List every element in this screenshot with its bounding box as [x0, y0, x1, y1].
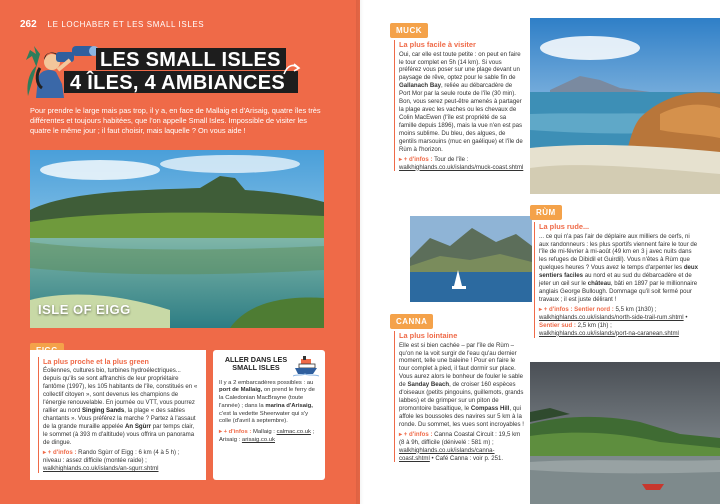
- rum-tag: RÙM: [530, 205, 562, 220]
- aller-infos: [219, 429, 319, 445]
- photo-caption: ISLE OF EIGG: [38, 302, 131, 317]
- eigg-infos-label: ▸ + d'infos :: [43, 449, 77, 457]
- page-title-line2: 4 ÎLES, 4 AMBIANCES: [70, 72, 285, 94]
- eigg-subtitle: La plus proche et la plus green: [43, 357, 149, 366]
- rum-sentier-sud: Sentier sud :: [539, 321, 576, 329]
- aller-card: [213, 350, 325, 480]
- eigg-infos-link[interactable]: walkhighlands.co.uk/islands/an-sgurr.shtml: [43, 465, 159, 473]
- rum-deux-sentiers: deux sentiers faciles: [539, 264, 699, 280]
- muck-infos-link[interactable]: walkhighlands.co.uk/islands/muck-coast.shtml: [399, 163, 524, 171]
- eigg-card: [30, 350, 206, 480]
- canna-infos-link[interactable]: walkhighlands.co.uk/islands/canna-coast.shtml: [399, 446, 495, 462]
- eigg-body-1: Éoliennes, cultures bio, turbines hydroélectriques... depuis qu'ils se sont affranchis de leur propriétaire fantôme (1997), les 105 habitants de l'île, constitués en « collectif citoyen », sont devenus les champions de l'énergie renouvelable. En journée ou VTT, vous pourrez rallier au nord: [43, 367, 198, 415]
- eigg-text: [38, 357, 198, 473]
- muck-beach-photo: [530, 18, 720, 194]
- muck-infos-label-text: + d'infos :: [403, 155, 433, 163]
- rum-chateau: château: [587, 280, 611, 288]
- canna-body-1: Elle est si bien cachée – par l'île de Rùm – qu'on ne la voit surgir de l'eau qu'au dernier moment, telle une baleine ! Pour en faire le tour complet à pied, il faut dormir sur place. Vous aurez alors le bonheur de fouler le sable de: [399, 341, 523, 389]
- rum-infos: ▸ + d'infos : Sentier nord : 5,5 km (1h30) ; walkhighlands.co.uk/islands/north-side-trail-rum.shtml • Sentier sud : 2,5 km (1h) ; walkhighlands.co.uk/islands/port-na-caranean.shtml: [539, 305, 688, 337]
- calmac-link[interactable]: calmac.co.uk: [276, 429, 311, 436]
- ferry-icon: [293, 355, 319, 377]
- canna-subtitle: La plus lointaine: [399, 331, 458, 340]
- canna-sanday-beach: Sanday Beach: [407, 381, 450, 389]
- page-gutter: [356, 0, 364, 504]
- rum-nord-link[interactable]: walkhighlands.co.uk/islands/north-side-trail-rum.shtml: [539, 313, 684, 321]
- aller-body: [219, 380, 319, 445]
- muck-body-2: , reliée au débarcadère de Port Mor par la seule route de l'île (30 min). Bon, vous serez peut-être amenés à partager la plage avec les vaches ou les chevaux de Colin MacEwen (l'île est propriété de sa famille depuis 1896), mais la vue n'en est pas moins sublime. Du bleu, des algues, de gentils marsouins (muc en gaélique) et l'île de Rùm à l'horizon.: [399, 82, 523, 153]
- eigg-body: [43, 367, 198, 447]
- canna-infos-label: ▸ + d'infos :: [399, 430, 433, 438]
- eigg-infos-label-text: + d'infos :: [47, 449, 77, 457]
- canna-cafe: • Café Canna : voir p. 251.: [431, 454, 504, 462]
- canna-body-2: , de croiser 160 espèces d'oiseaux (petits pingouins, guillemots, grands labbes) et de grimper sur un piton de promontoire basaltique, le: [399, 381, 524, 412]
- rum-body-2: au nord et au sud du débarcadère et de jeter un œil sur le: [539, 272, 692, 288]
- aller-infos-mallaig: Mallaig :: [252, 429, 275, 436]
- eigg-an-sgurr: An Sgùrr: [125, 423, 152, 431]
- muck-subtitle: La plus facile à visiter: [399, 40, 476, 49]
- rum-text: [534, 222, 700, 338]
- eigg-body-2: , la plage « des sables chantants ». Vous préférez la marche ? Partez à l'assaut de la grande muraille appelée: [43, 407, 196, 431]
- muck-body-1: Oui, car elle est toute petite : on peut en faire le tour complet en 5h (14 km). Si vous préférez vous poser sur une plage devant un paysage de rêve, optez pour le sable fin de: [399, 50, 521, 82]
- aller-infos-arisaig: ; Arisaig :: [219, 429, 315, 444]
- rum-subtitle: La plus rude...: [539, 222, 590, 231]
- muck-gallanach-bay: Gallanach Bay: [399, 82, 441, 90]
- running-head-label: LE LOCHABER ET LES SMALL ISLES: [47, 20, 205, 29]
- aller-body-1: Il y a 2 embarcadères possibles : au: [219, 379, 314, 386]
- running-head: [20, 19, 204, 30]
- curved-arrow-icon: [282, 60, 302, 76]
- eigg-singing-sands: Singing Sands: [81, 407, 125, 415]
- rum-infos-label: ▸ + d'infos :: [539, 305, 573, 313]
- arisaig-link[interactable]: arisaig.co.uk: [241, 437, 275, 444]
- canna-compass-hill: Compass Hill: [470, 405, 510, 412]
- muck-tag: MUCK: [390, 23, 428, 38]
- rum-infos-label-text: + d'infos :: [543, 305, 573, 313]
- canna-tag: CANNA: [390, 314, 433, 329]
- eigg-body-3: par temps clair, le sommet (à 393 m d'altitude) vous offrira un panorama de dingue.: [43, 423, 195, 447]
- eigg-infos: [43, 449, 198, 473]
- aller-body-3: c'est la vedette Sheerwater qui s'y colle (d'avril à septembre).: [219, 410, 309, 425]
- muck-infos: [399, 156, 524, 172]
- aller-body-2: on prend le ferry de la Caledonian MacBrayne (toute l'année) ; dans la: [219, 387, 315, 409]
- aller-infos-label-text: + d'infos :: [223, 429, 252, 436]
- muck-infos-text: Tour de l'île :: [434, 155, 469, 163]
- rum-sud-link[interactable]: walkhighlands.co.uk/islands/port-na-caranean.shtml: [539, 329, 679, 337]
- rum-sentier-nord-text: 5,5 km (1h30) ;: [615, 305, 657, 313]
- right-page: [360, 0, 720, 504]
- muck-text: [394, 40, 524, 171]
- aller-mallaig: port de Mallaig,: [219, 387, 263, 394]
- canna-coast-photo: [530, 362, 720, 504]
- rum-sentier-nord: Sentier nord :: [574, 305, 614, 313]
- eigg-infos-text: Rando Sgùrr of Eigg : 6 km (4 à 5 h) ; niveau : assez difficile (montée raide) ;: [43, 449, 180, 465]
- canna-text: [394, 331, 524, 462]
- canna-infos-text: Canna Coastal Circuit : 19,5 km (8 à 9h, difficile (dénivelé : 581 m) ;: [399, 430, 521, 446]
- intro-paragraph: Pour prendre le large mais pas trop, il y a, en face de Mallaig et d'Arisaig, quatre îles très différentes et toujours habitées, que l'on appelle Small Isles. Impossible de visiter les quatre le même jour ; il faut choisir, mais laquelle ? On vous aide !: [30, 106, 321, 135]
- canna-infos-label-text: + d'infos :: [403, 430, 433, 438]
- canna-infos: [399, 431, 524, 463]
- aller-arisaig: marina d'Arisaig,: [265, 402, 313, 409]
- rum-body-3: , bâti en 1897 par le millionnaire anglais George Bullough. Dommage qu'il soit fermé pour travaux ; il est juste délirant !: [539, 280, 698, 303]
- rum-body-1: ... ce qui n'a pas l'air de déplaire aux milliers de cerfs, ni aux randonneurs : les plus sportifs viennent faire le tour de l'île de mi-février à mi-août (49 km en 3 j avec nuits dans les refuges de Dibidil et Guirdil). Vous n'êtes à Rùm que quelques heures ? Vous avez le temps d'arpenter les: [539, 232, 698, 272]
- muck-infos-label: ▸ + d'infos :: [399, 155, 433, 163]
- aller-infos-label: ▸ + d'infos :: [219, 429, 252, 436]
- canna-body-3: , qui affole les boussoles des navires sur 5 km à la ronde. Du sommet, les vues sont incroyables !: [399, 405, 524, 428]
- aller-title: ALLER DANS LES SMALL ISLES: [224, 355, 288, 373]
- page-number: 262: [20, 19, 37, 30]
- page-title-line1: LES SMALL ISLES: [100, 49, 281, 71]
- rum-island-photo: [410, 216, 532, 302]
- rum-sentier-sud-text: 2,5 km (1h) ;: [577, 321, 612, 329]
